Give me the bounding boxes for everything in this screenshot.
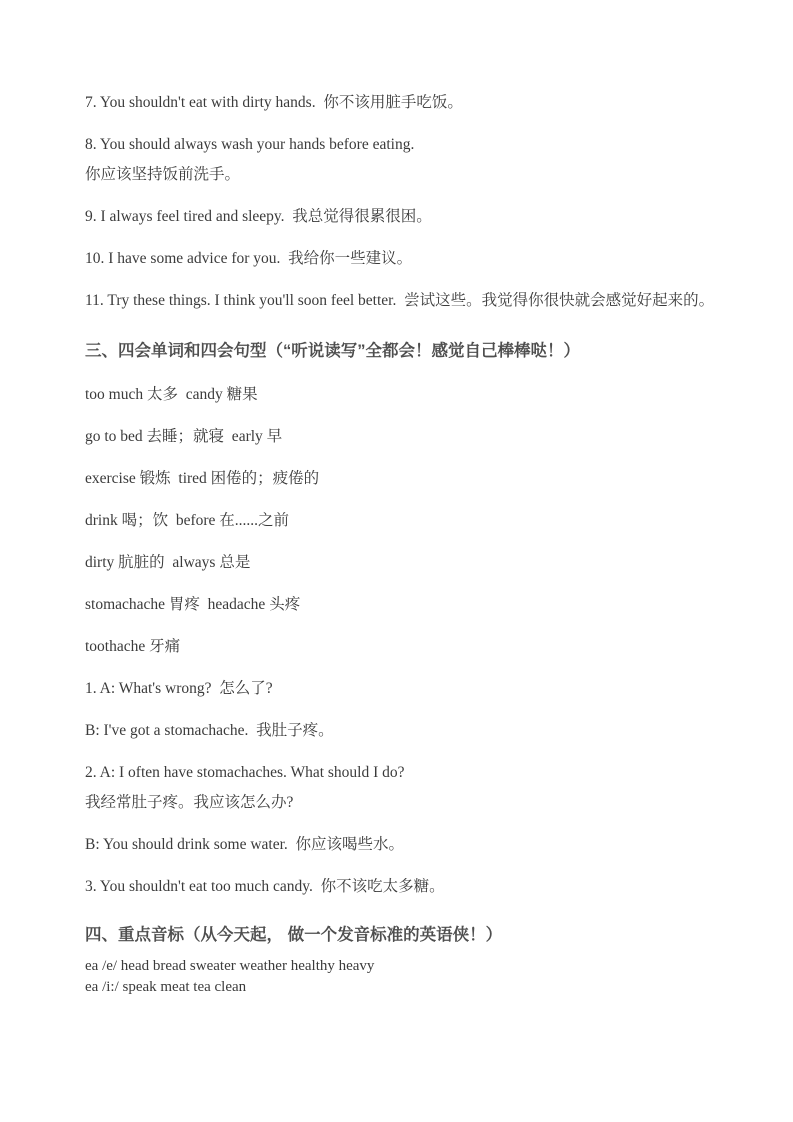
sentence-9: 9. I always feel tired and sleepy. 我总觉得很累很困。 <box>85 208 432 225</box>
sentence-3-candy: 3. You shouldn't eat too much candy. 你不该吃太多糖。 <box>85 878 445 895</box>
vocab-line-dirty: dirty 肮脏的 always 总是 <box>85 554 251 571</box>
dialogue-2-answer: B: You should drink some water. 你应该喝些水。 <box>85 836 405 853</box>
vocab-line-drink: drink 喝；饮 before 在......之前 <box>85 512 290 529</box>
sentence-7: 7. You shouldn't eat with dirty hands. 你不该用脏手吃饭。 <box>85 94 463 111</box>
vocab-line-exercise: exercise 锻炼 tired 困倦的；疲倦的 <box>85 470 320 487</box>
dialogue-1-question: 1. A: What's wrong? 怎么了? <box>85 680 273 697</box>
sentence-8-english: 8. You should always wash your hands before eating. <box>85 136 415 153</box>
section-three-heading: 三、四会单词和四会句型（“听说读写”全都会！感觉自己棒棒哒！） <box>85 342 580 360</box>
vocab-line-too-much: too much 太多 candy 糖果 <box>85 386 258 403</box>
vocab-line-stomachache: stomachache 胃疼 headache 头疼 <box>85 596 301 613</box>
phonetic-line-ea-i: ea /i:/ speak meat tea clean <box>85 979 247 995</box>
sentence-10: 10. I have some advice for you. 我给你一些建议。 <box>85 250 413 267</box>
section-four-heading: 四、重点音标（从今天起， 做一个发音标准的英语侠！） <box>85 926 503 944</box>
dialogue-2-question-english: 2. A: I often have stomachaches. What should I do? <box>85 764 405 781</box>
vocab-line-toothache: toothache 牙痛 <box>85 638 181 655</box>
dialogue-2-question-chinese: 我经常肚子疼。我应该怎么办? <box>85 794 294 811</box>
sentence-11: 11. Try these things. I think you'll soon feel better. 尝试这些。我觉得你很快就会感觉好起来的。 <box>85 292 715 309</box>
dialogue-1-answer: B: I've got a stomachache. 我肚子疼。 <box>85 722 334 739</box>
phonetic-line-ea-e: ea /e/ head bread sweater weather healthy heavy <box>85 958 375 974</box>
vocab-line-go-to-bed: go to bed 去睡；就寝 early 早 <box>85 428 283 445</box>
sentence-8-chinese: 你应该坚持饭前洗手。 <box>85 166 241 183</box>
